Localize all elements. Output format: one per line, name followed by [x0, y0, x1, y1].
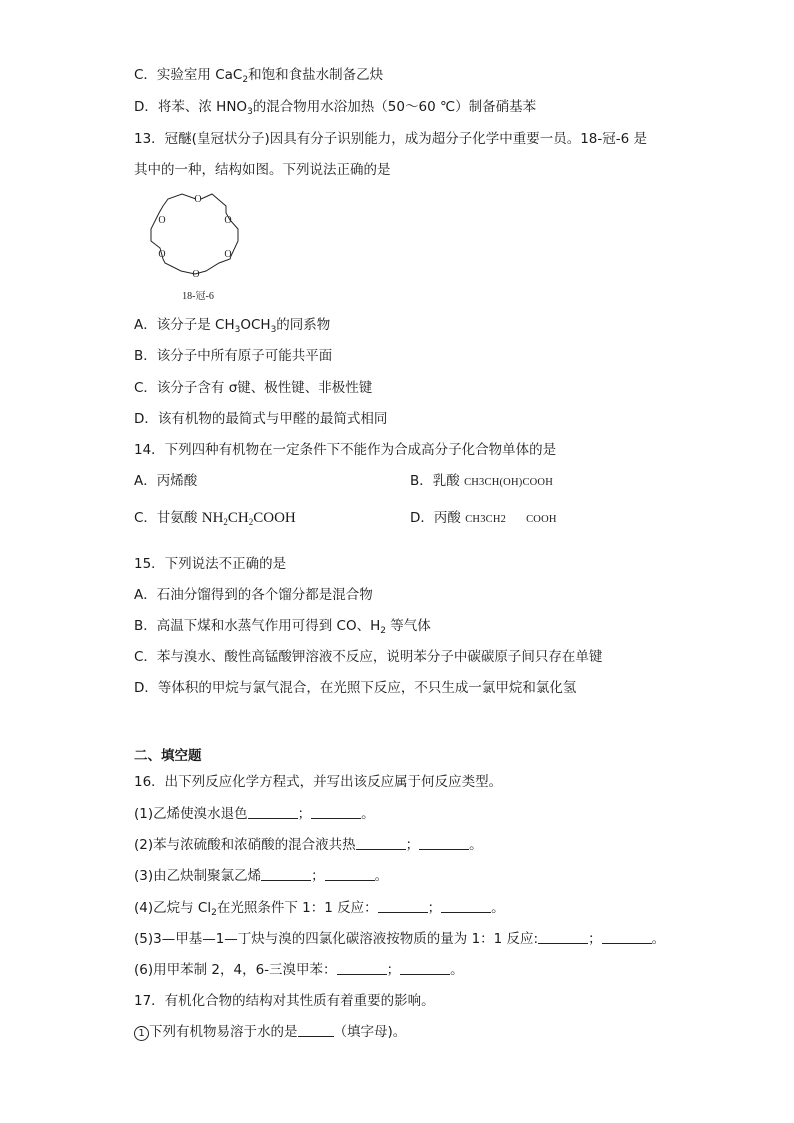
q16-item-5: (5)3—甲基—1—丁炔与溴的四氯化碳溶液按物质的量为 1：1 反应: ； 。	[134, 931, 666, 947]
q12-option-c: C．实验室用 CaC$_2$和饱和食盐水制备乙炔	[134, 67, 384, 85]
q13-stem-line2: 其中的一种，结构如图。下列说法正确的是	[134, 162, 391, 178]
answer-blank[interactable]	[602, 931, 652, 944]
oxygen-atom: O	[158, 215, 166, 226]
answer-blank[interactable]	[325, 868, 375, 881]
q15-stem: 15．下列说法不正确的是	[134, 556, 287, 572]
q14-stem: 14．下列四种有机物在一定条件下不能作为合成高分子化合物单体的是	[134, 442, 557, 458]
q16-item-6: (6)用甲苯制 2，4，6-三溴甲苯： ； 。	[134, 962, 464, 978]
q17-stem: 17．有机化合物的结构对其性质有着重要的影响。	[134, 993, 435, 1009]
oxygen-atom: O	[224, 215, 232, 226]
q16-item-1: (1)乙烯使溴水退色 ； 。	[134, 806, 375, 822]
oxygen-atom: O	[192, 269, 200, 280]
crown-ether-structure	[146, 190, 256, 308]
answer-blank[interactable]	[441, 900, 491, 913]
answer-blank[interactable]	[378, 900, 428, 913]
q14-option-b: B．乳酸 CH3CH(OH)COOH	[410, 473, 553, 489]
oxygen-atom: O	[158, 249, 166, 260]
answer-blank[interactable]	[538, 931, 588, 944]
q13-option-c: C．该分子含有 σ键、极性键、非极性键	[134, 380, 373, 396]
q14-option-c: C．甘氨酸 $NH_2CH_2COOH$	[134, 510, 296, 527]
answer-blank[interactable]	[337, 962, 387, 975]
answer-blank[interactable]	[248, 806, 298, 819]
answer-blank[interactable]	[311, 806, 361, 819]
q16-stem: 16．出下列反应化学方程式，并写出该反应属于何反应类型。	[134, 774, 503, 790]
q15-option-d: D．等体积的甲烷与氯气混合，在光照下反应，不只生成一氯甲烷和氯化氢	[134, 680, 577, 696]
figure-caption: 18-冠-6	[182, 291, 214, 302]
answer-blank[interactable]	[400, 962, 450, 975]
answer-blank[interactable]	[261, 868, 311, 881]
q16-item-2: (2)苯与浓硫酸和浓硝酸的混合液共热 ； 。	[134, 837, 483, 853]
q15-option-a: A．石油分馏得到的各个馏分都是混合物	[134, 587, 373, 603]
section-heading: 二、填空题	[134, 748, 202, 764]
answer-blank[interactable]	[419, 837, 469, 850]
q15-option-c: C．苯与溴水、酸性高锰酸钾溶液不反应，说明苯分子中碳碳原子间只存在单键	[134, 649, 603, 665]
answer-blank[interactable]	[298, 1024, 334, 1037]
q13-option-b: B．该分子中所有原子可能共平面	[134, 348, 333, 364]
q13-option-d: D．该有机物的最简式与甲醛的最简式相同	[134, 411, 388, 427]
q13-option-a: A．该分子是 $CH_3OCH_3$的同系物	[134, 317, 331, 335]
q13-stem-line1: 13．冠醚(皇冠状分子)因具有分子识别能力，成为超分子化学中重要一员。18-冠-6 是	[134, 131, 648, 147]
answer-blank[interactable]	[356, 837, 406, 850]
q14-option-d: D．丙酸 CH3CH2 COOH	[410, 510, 557, 526]
q12-option-d: D．将苯、浓 $HNO_3$的混合物用水浴加热（50～60 ℃）制备硝基苯	[134, 99, 537, 117]
q14-option-a: A．丙烯酸	[134, 473, 198, 489]
q15-option-b: B．高温下煤和水蒸气作用可得到 CO、$H_2$ 等气体	[134, 618, 431, 636]
q16-item-3: (3)由乙炔制聚氯乙烯 ； 。	[134, 868, 389, 884]
circled-number: 1	[134, 1026, 149, 1041]
q17-subquestion-1: 1 下列有机物易溶于水的是 （填字母)。	[134, 1023, 406, 1041]
oxygen-atom: O	[194, 194, 202, 205]
oxygen-atom: O	[224, 249, 232, 260]
q16-item-4: (4)乙烷与 $Cl_2$在光照条件下 1：1 反应： ； 。	[134, 900, 505, 918]
